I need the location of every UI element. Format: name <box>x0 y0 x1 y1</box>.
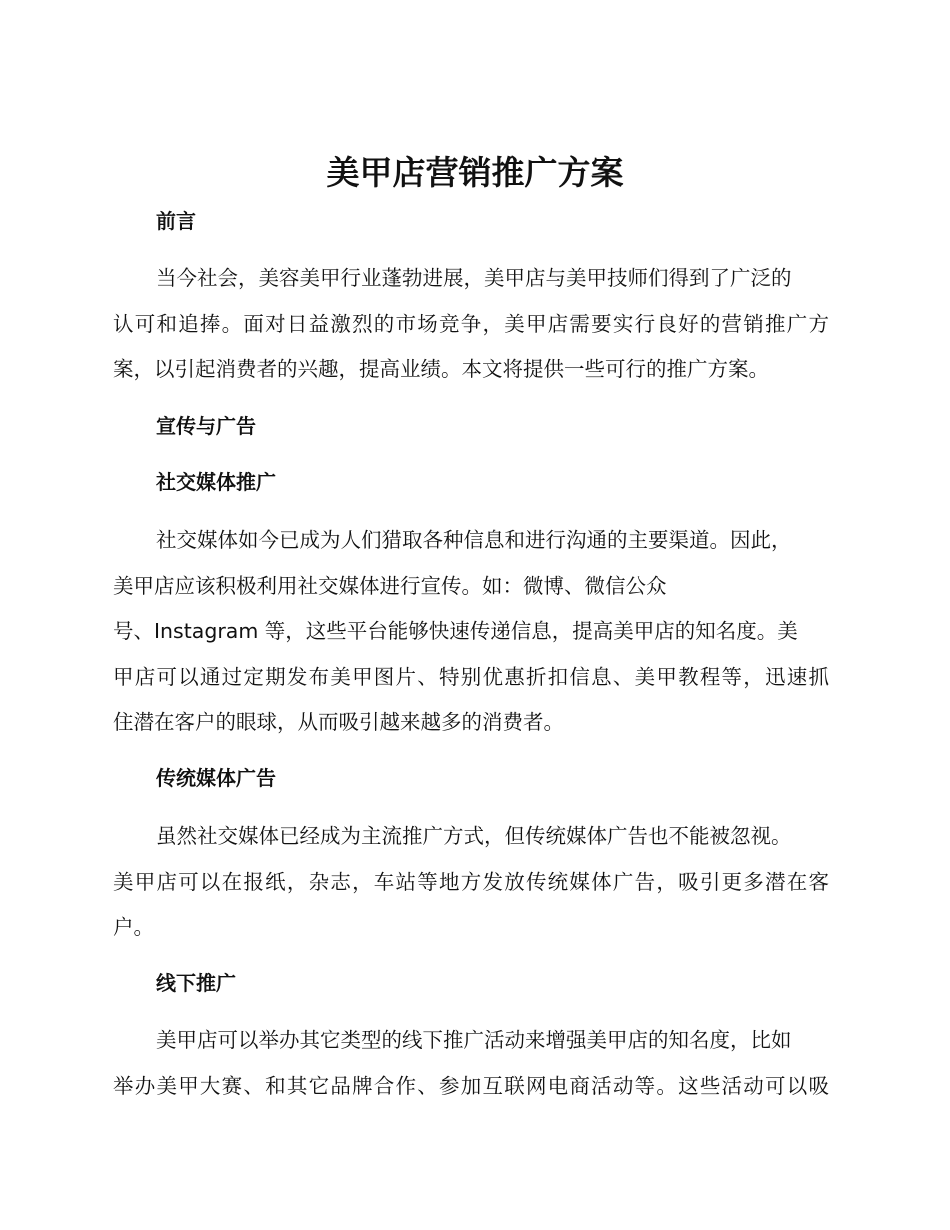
section-heading-preface: 前言 <box>156 209 196 233</box>
paragraph-line: 举办美甲大赛、和其它品牌合作、参加互联网电商活动等。这些活动可以吸 <box>113 1073 829 1098</box>
document-title: 美甲店营销推广方案 <box>326 153 624 192</box>
paragraph-line: 虽然社交媒体已经成为主流推广方式，但传统媒体广告也不能被忽视。 <box>156 824 792 848</box>
paragraph-preface <box>113 256 829 393</box>
paragraph-line: 社交媒体如今已成为人们猎取各种信息和进行沟通的主要渠道。因此， <box>156 528 792 552</box>
paragraph-line: 住潜在客户的眼球，从而吸引越来越多的消费者。 <box>113 710 564 734</box>
paragraph-line: 美甲店应该积极利用社交媒体进行宣传。如：微博、微信公众 <box>113 573 667 598</box>
paragraph-traditional-media <box>113 814 829 951</box>
paragraph-line: 甲店可以通过定期发布美甲图片、特别优惠折扣信息、美甲教程等，迅速抓 <box>113 664 829 689</box>
paragraph-offline <box>113 1018 829 1109</box>
paragraph-line: 认可和追捧。面对日益激烈的市场竞争，美甲店需要实行良好的营销推广方 <box>113 311 829 336</box>
paragraph-line: 美甲店可以举办其它类型的线下推广活动来增强美甲店的知名度，比如 <box>156 1028 792 1052</box>
paragraph-social-media <box>113 518 829 746</box>
section-heading-social-media: 社交媒体推广 <box>156 470 276 494</box>
paragraph-line: 户。 <box>113 915 154 939</box>
paragraph-line: 美甲店可以在报纸，杂志，车站等地方发放传统媒体广告，吸引更多潜在客 <box>113 869 829 894</box>
paragraph-line: 当今社会，美容美甲行业蓬勃进展，美甲店与美甲技师们得到了广泛的 <box>156 266 792 290</box>
paragraph-line: 号、Instagram 等，这些平台能够快速传递信息，提高美甲店的知名度。美 <box>113 619 798 643</box>
paragraph-line: 案，以引起消费者的兴趣，提高业绩。本文将提供一些可行的推广方案。 <box>113 357 769 381</box>
section-heading-traditional-media: 传统媒体广告 <box>156 766 276 790</box>
section-heading-publicity: 宣传与广告 <box>156 414 256 438</box>
section-heading-offline: 线下推广 <box>156 971 236 995</box>
